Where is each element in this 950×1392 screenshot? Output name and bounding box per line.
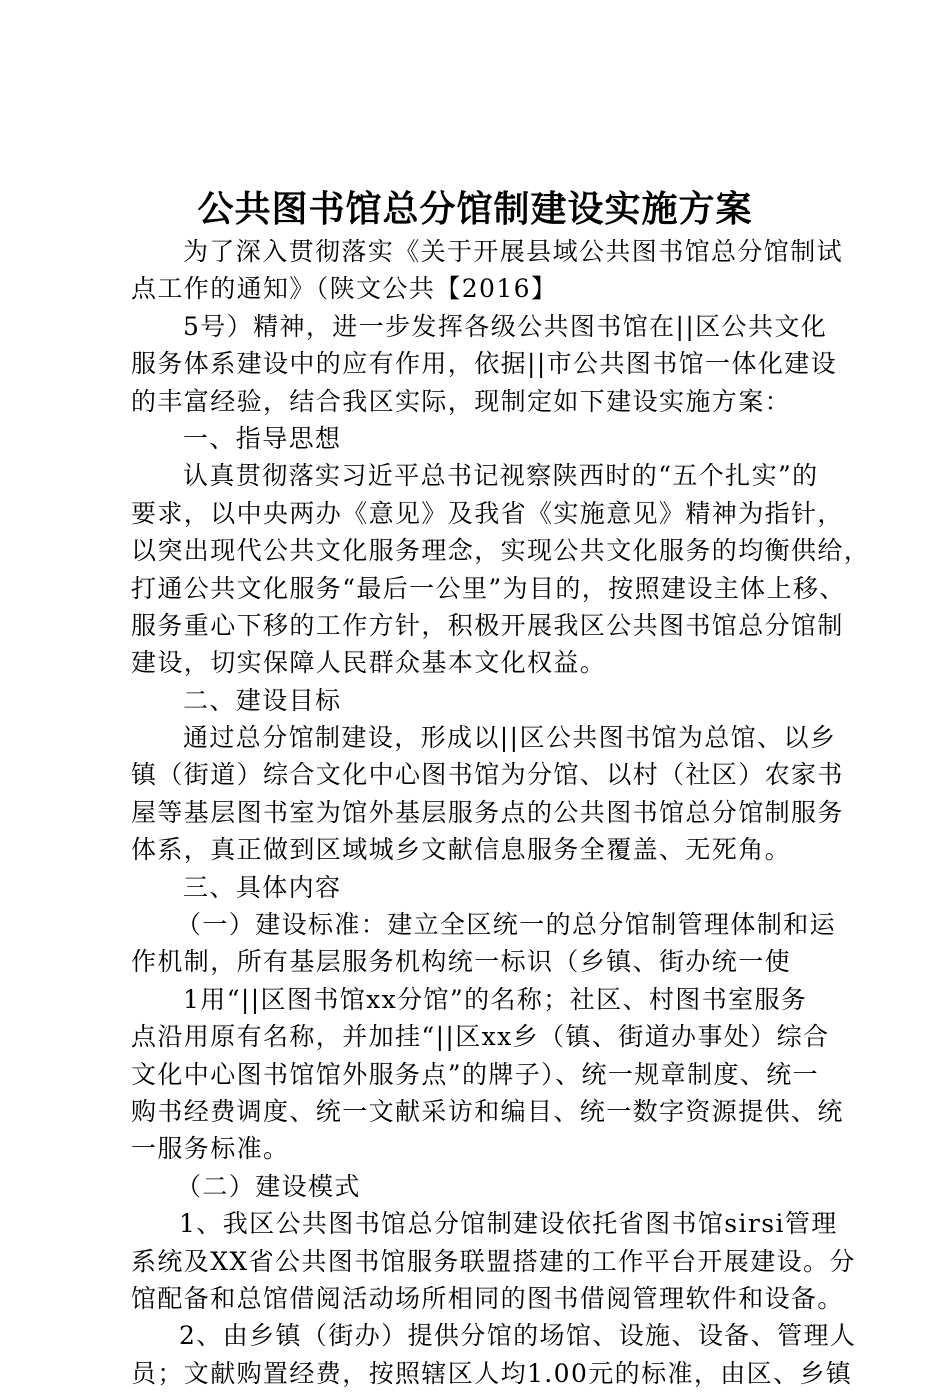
document-body <box>131 233 871 1392</box>
paragraph-line: 服务重心下移的工作方针，积极开展我区公共图书馆总分馆制 <box>131 610 844 640</box>
paragraph-line: 2、由乡镇（街办）提供分馆的场馆、设施、设备、管理人 <box>179 1321 857 1351</box>
paragraph-line: 体系，真正做到区域城乡文献信息服务全覆盖、无死角。 <box>131 835 792 865</box>
paragraph-line: 镇（街道）综合文化中心图书馆为分馆、以村（社区）农家书 <box>131 760 844 790</box>
paragraph-line: 系统及XX省公共图书馆服务联盟搭建的工作平台开展建设。分 <box>131 1246 856 1276</box>
paragraph-line: 员；文献购置经费，按照辖区人均1.00元的标准，由区、乡镇 <box>131 1358 853 1388</box>
paragraph-line: 一、指导思想 <box>183 423 342 453</box>
paragraph-line: 购书经费调度、统一文献采访和编目、统一数字资源提供、统 <box>131 1096 844 1126</box>
document-title: 公共图书馆总分馆制建设实施方案 <box>197 188 753 230</box>
paragraph-line: 认真贯彻落实习近平总书记视察陕西时的“五个扎实”的 <box>183 461 819 491</box>
paragraph-line: 要求，以中央两办《意见》及我省《实施意见》精神为指针， <box>131 498 844 528</box>
paragraph-line: 点工作的通知》（陕文公共【2016】 <box>131 274 558 304</box>
paragraph-line: 屋等基层图书室为馆外基层服务点的公共图书馆总分馆制服务 <box>131 797 844 827</box>
paragraph-line: 二、建设目标 <box>183 685 342 715</box>
paragraph-line: 以突出现代公共文化服务理念，实现公共文化服务的均衡供给， <box>131 536 871 566</box>
paragraph-line: 三、具体内容 <box>183 872 342 902</box>
paragraph-line: 1用“||区图书馆xx分馆”的名称；社区、村图书室服务 <box>183 984 808 1014</box>
paragraph-line: 打通公共文化服务“最后一公里”为目的，按照建设主体上移、 <box>131 573 846 603</box>
paragraph-line: （二）建设模式 <box>176 1171 361 1201</box>
paragraph-line: 的丰富经验，结合我区实际，现制定如下建设实施方案： <box>131 386 792 416</box>
paragraph-line: 建设，切实保障人民群众基本文化权益。 <box>131 648 607 678</box>
paragraph-line: 1、我区公共图书馆总分馆制建设依托省图书馆sirsi管理 <box>179 1209 838 1239</box>
paragraph-line: 作机制，所有基层服务机构统一标识（乡镇、街办统一使 <box>131 947 792 977</box>
paragraph-line: 点沿用原有名称，并加挂“||区xx乡（镇、街道办事处）综合 <box>131 1022 830 1052</box>
paragraph-line: 5号）精神，进一步发挥各级公共图书馆在||区公共文化 <box>183 311 828 341</box>
paragraph-line: 为了深入贯彻落实《关于开展县域公共图书馆总分馆制试 <box>183 237 844 266</box>
paragraph-line: 通过总分馆制建设，形成以||区公共图书馆为总馆、以乡 <box>183 723 837 753</box>
paragraph-line: 一服务标准。 <box>131 1134 290 1164</box>
paragraph-line: 馆配备和总馆借阅活动场所相同的图书借阅管理软件和设备。 <box>131 1283 844 1313</box>
paragraph-line: 文化中心图书馆馆外服务点”的牌子）、统一规章制度、统一 <box>131 1059 820 1089</box>
paragraph-line: 服务体系建设中的应有作用，依据||市公共图书馆一体化建设 <box>131 349 838 379</box>
paragraph-line: （一）建设标准：建立全区统一的总分馆制管理体制和运 <box>176 910 837 940</box>
